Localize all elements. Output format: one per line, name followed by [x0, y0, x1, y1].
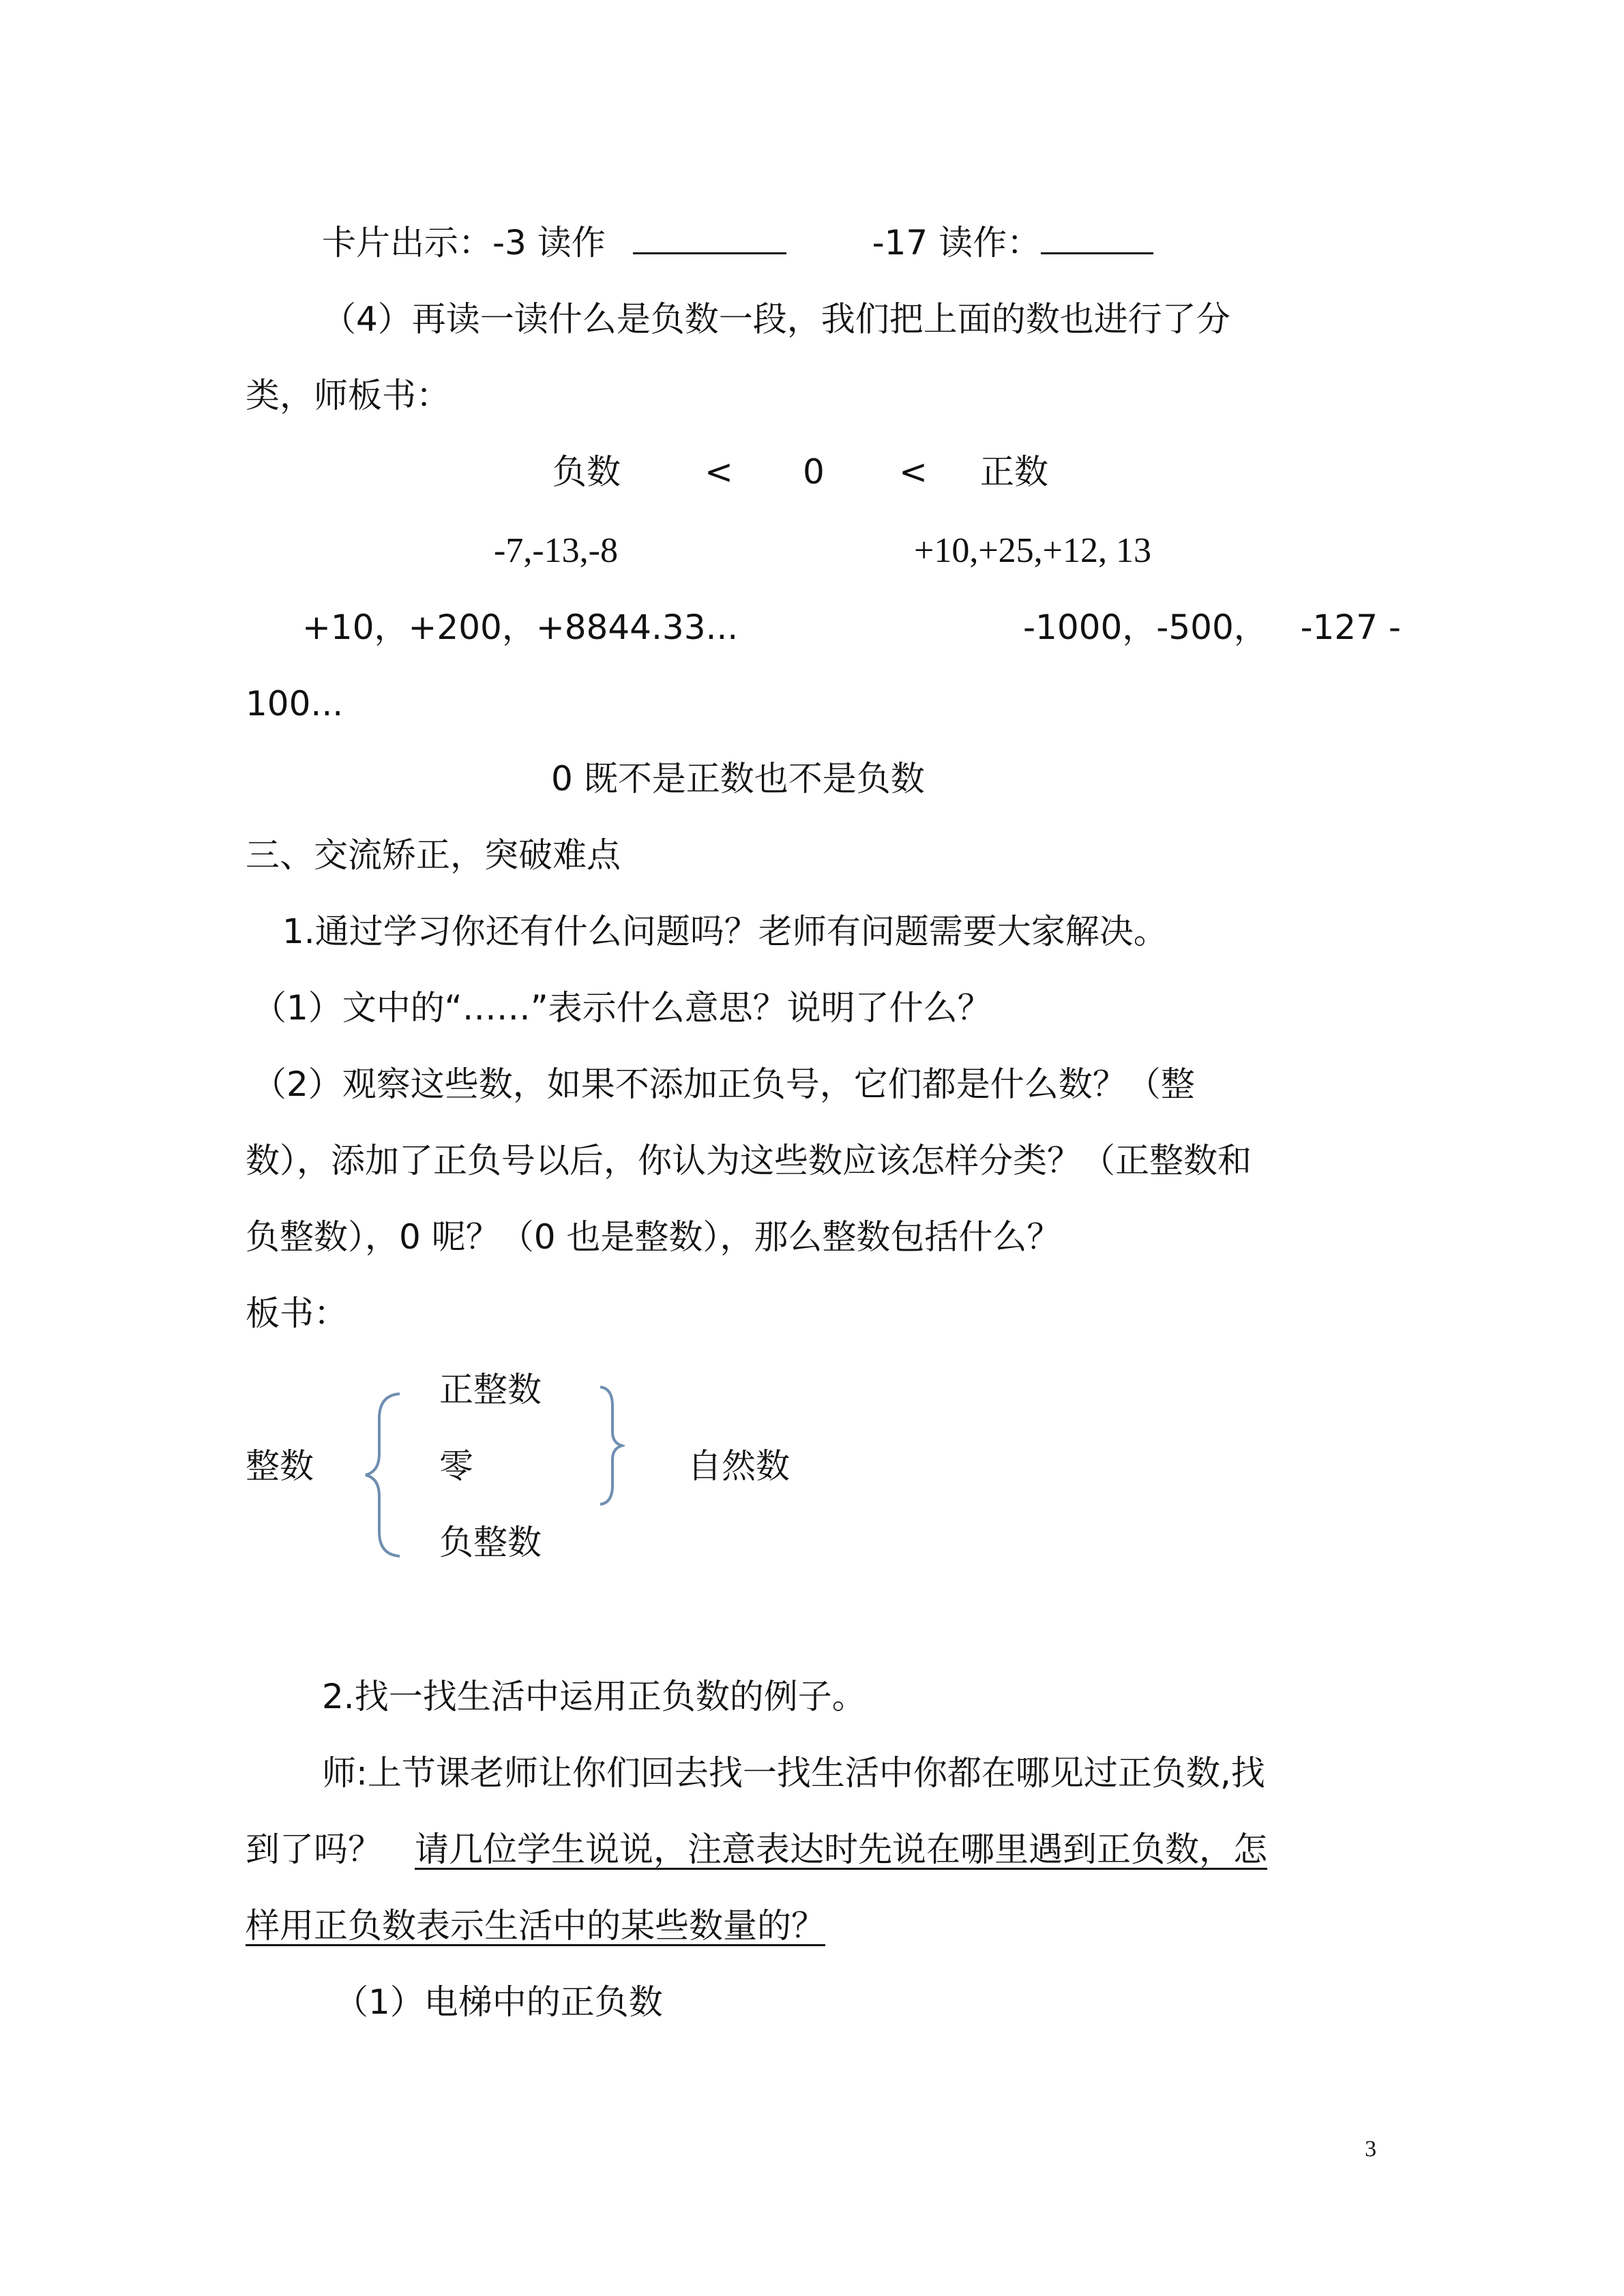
integer-label: 整数 — [246, 1446, 314, 1486]
teacher-line1: 师:上节课老师让你们回去找一找生活中你都在哪见过正负数,找 — [322, 1753, 1265, 1793]
right-brace — [597, 1384, 625, 1507]
less-than-sign-2: < — [899, 452, 928, 492]
teacher-line2-plain: 到了吗？ — [246, 1830, 382, 1869]
negative-integer-item: 负整数 — [439, 1523, 542, 1562]
board-label: 板书： — [246, 1294, 348, 1333]
answer-blank-1[interactable] — [633, 222, 786, 254]
zero-label: 0 — [803, 452, 825, 492]
step4-line1: （4）再读一读什么是负数一段，我们把上面的数也进行了分 — [322, 299, 1230, 339]
card-label: 卡片出示：-3 读作 — [322, 223, 606, 263]
answer-blank-2[interactable] — [1041, 222, 1153, 254]
question-1-2-line1: （2）观察这些数，如果不添加正负号，它们都是什么数？（整 — [252, 1064, 1195, 1104]
elevator-item: （1）电梯中的正负数 — [334, 1982, 663, 2022]
negative-examples: -7,-13,-8 — [494, 531, 618, 570]
positive-integer-item: 正整数 — [439, 1370, 542, 1410]
positive-label: 正数 — [980, 452, 1048, 492]
natural-number-label: 自然数 — [688, 1446, 790, 1486]
less-than-sign-1: < — [705, 452, 733, 492]
question-1-1: （1）文中的“……”表示什么意思？说明了什么？ — [252, 988, 992, 1028]
positive-examples: +10,+25,+12, 13 — [914, 531, 1151, 570]
teacher-line3 — [246, 1905, 825, 1946]
examples-row-right: -1000，-500， -127 - — [1023, 608, 1401, 647]
left-brace — [363, 1391, 404, 1559]
step4-line2: 类，师板书： — [246, 376, 450, 415]
page-number: 3 — [1365, 2136, 1376, 2162]
card-line — [322, 222, 1153, 263]
examples-row-left: +10，+200，+8844.33... — [302, 608, 739, 647]
section3-heading: 三、交流矫正，突破难点 — [246, 835, 621, 875]
part2-title: 2.找一找生活中运用正负数的例子。 — [322, 1677, 866, 1716]
zero-item: 零 — [439, 1446, 473, 1486]
card-second: -17 读作： — [872, 223, 1042, 263]
teacher-line2 — [246, 1829, 1267, 1870]
question-1: 1.通过学习你还有什么问题吗？老师有问题需要大家解决。 — [282, 912, 1168, 951]
examples-row-cont: 100... — [246, 684, 344, 724]
question-1-2-line2: 数），添加了正负号以后，你认为这些数应该怎样分类？（正整数和 — [246, 1141, 1252, 1180]
question-1-2-line3: 负整数），0 呢？（0 也是整数），那么整数包括什么？ — [246, 1217, 1061, 1257]
teacher-line3-underlined: 样用正负数表示生活中的某些数量的？ — [246, 1906, 825, 1945]
negative-label: 负数 — [552, 452, 621, 492]
teacher-line2-underlined: 请几位学生说说，注意表达时先说在哪里遇到正负数，怎 — [415, 1830, 1267, 1869]
zero-note: 0 既不是正数也不是负数 — [551, 759, 925, 799]
